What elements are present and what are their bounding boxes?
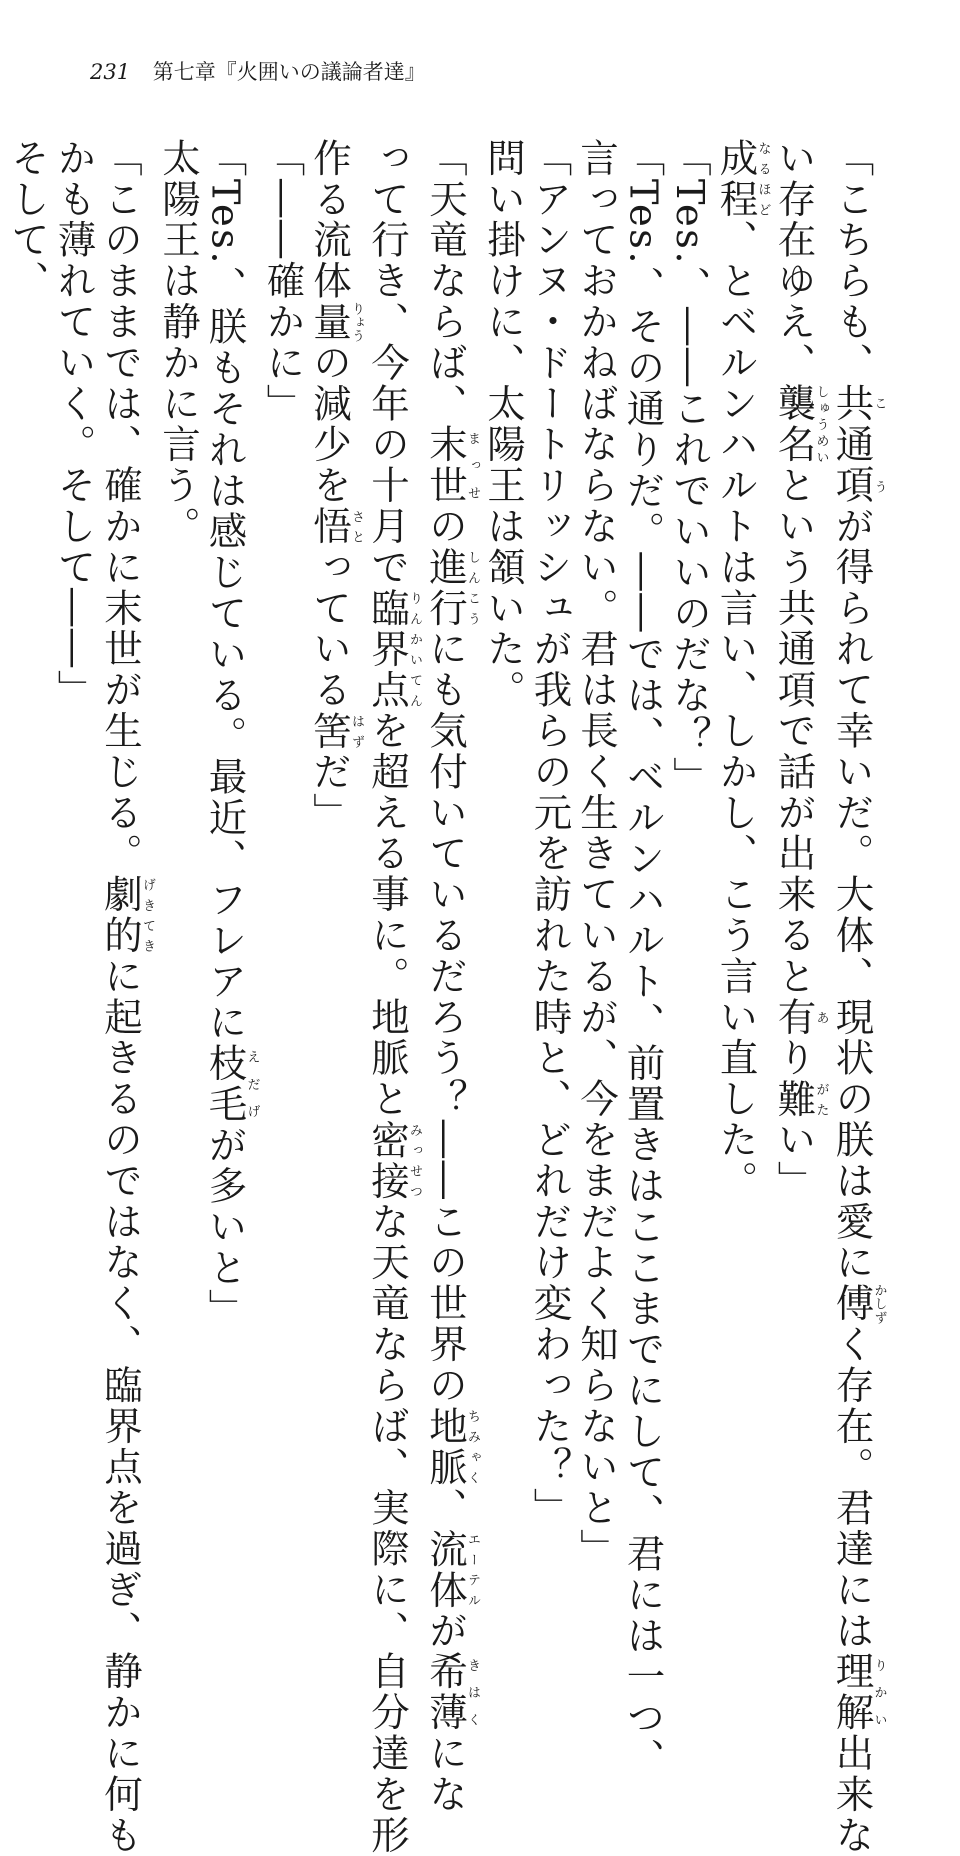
text-segment: 「このままでは、確かに末世が生じる。 (98, 138, 143, 875)
text-segment: 「Tes.、朕もそれは感じている。最近、フレアに (202, 138, 248, 1044)
text-segment: 作る流体 (307, 138, 352, 302)
text-line (306, 138, 364, 1353)
ruby-word (307, 710, 364, 752)
ruby-word (423, 547, 480, 629)
text-segment: を超える事に。地脈と (365, 710, 410, 1120)
furigana: はず (349, 710, 364, 752)
furigana: みっせつ (407, 1119, 422, 1202)
ruby-word (423, 1528, 480, 1611)
text-segment: が (423, 1610, 468, 1652)
furigana: あ (813, 996, 829, 1038)
text-segment: が得られて幸いだ。大体、現状の朕は愛に (829, 506, 875, 1284)
furigana: きはく (465, 1651, 480, 1734)
ruby-base: 進行 (423, 547, 468, 629)
text-segment: な天竜ならば、実際に、自分達を形 (365, 1201, 410, 1856)
ruby-base: 理解 (829, 1651, 875, 1734)
text-line (828, 138, 887, 1856)
ruby-word (423, 424, 480, 507)
ruby-base: 傅 (829, 1283, 875, 1325)
ruby-base: 枝毛 (202, 1043, 248, 1125)
furigana: げきてき (140, 874, 155, 956)
ruby-base: 密接 (365, 1119, 410, 1202)
ruby-base: 共通項 (829, 383, 875, 507)
ruby-word (771, 996, 829, 1038)
text-line (619, 138, 666, 1780)
ruby-word (423, 1405, 480, 1488)
text-line (201, 138, 259, 1353)
ruby-word (307, 301, 364, 343)
text-segment: 「天竜ならば、 (423, 138, 468, 425)
ruby-word (829, 1651, 887, 1734)
text-segment: 「Tes.、その通りだ。――では、ベルンハルト、前置きはここまでにして、君には一つ、 (620, 138, 666, 1780)
text-segment: にな (423, 1733, 468, 1816)
text-segment: かも薄れていく。そして――」 (51, 138, 97, 711)
furigana: がた (813, 1078, 829, 1120)
ruby-word (365, 587, 422, 711)
page-number: 231 (90, 60, 131, 84)
text-line (4, 138, 51, 1353)
furigana: かしず (871, 1283, 887, 1325)
text-segment: り (771, 1037, 817, 1079)
chapter-title: 第七章『火囲いの議論者達』 (152, 60, 426, 84)
ruby-base: 臨界点 (365, 587, 410, 711)
ruby-word (771, 383, 829, 466)
ruby-word (423, 1651, 480, 1734)
furigana: しゅうめい (813, 383, 829, 466)
furigana: りんかいてん (407, 587, 422, 711)
ruby-word (365, 1119, 422, 1202)
text-segment: 「――確かに」 (260, 138, 306, 425)
text-line (259, 138, 306, 1353)
ruby-base: 希薄 (423, 1651, 468, 1734)
text-segment: 言っておかねばならない。君は長く生きているが、今をまだよく知らないと」 (574, 138, 619, 1570)
text-line (526, 138, 573, 1529)
furigana: さと (349, 506, 364, 548)
text-line (480, 138, 527, 1353)
ruby-base: 成程 (713, 138, 759, 220)
ruby-base: 難 (771, 1078, 817, 1120)
text-segment: 「Tes.、――これでいいのだな？」 (667, 138, 712, 798)
ruby-base: 襲名 (771, 383, 817, 466)
text-segment: 出来な (829, 1733, 875, 1856)
furigana: ちみゃく (465, 1405, 480, 1488)
text-segment: 、とベルンハルトは言い、しかし、こう言い直した。 (713, 219, 759, 1202)
ruby-base: 量 (307, 301, 352, 343)
text-line (155, 138, 202, 1353)
text-line (573, 138, 620, 1570)
furigana: エーテル (465, 1528, 480, 1611)
furigana: こう (871, 383, 887, 507)
furigana: えだげ (244, 1043, 260, 1125)
running-header (90, 58, 426, 86)
text-segment: という共通項で話が出来ると (771, 465, 817, 997)
ruby-base: 有 (771, 996, 817, 1038)
text-line (770, 138, 828, 1353)
text-line (364, 138, 422, 1856)
furigana: しんこう (465, 547, 480, 629)
text-segment: の減少を (307, 342, 352, 507)
text-segment: 、 (423, 1487, 468, 1529)
ruby-word (307, 506, 364, 548)
text-segment: 問い掛けに、太陽王は頷いた。 (481, 138, 526, 711)
text-segment: い」 (771, 1119, 817, 1202)
text-line (712, 138, 770, 1353)
text-line (50, 138, 97, 1353)
ruby-base: 筈 (307, 710, 352, 752)
text-segment: 「こちらも、 (829, 138, 875, 384)
text-segment: だ」 (307, 751, 352, 834)
text-segment: って行き、今年の十月で (365, 138, 410, 588)
text-segment: 太陽王は静かに言う。 (156, 138, 201, 547)
text-segment: い存在ゆえ、 (771, 138, 817, 384)
furigana: りょう (349, 301, 364, 343)
text-segment: が多いと」 (202, 1124, 248, 1330)
text-segment: の (423, 506, 468, 548)
ruby-word (771, 1078, 829, 1120)
text-segment: にも気付いているだろう？――この世界の (423, 628, 468, 1406)
ruby-base: 劇的 (98, 874, 143, 957)
ruby-word (829, 383, 887, 507)
text-segment: そして、 (5, 138, 50, 302)
ruby-word (98, 874, 155, 957)
ruby-word (202, 1043, 260, 1125)
text-segment: 「アンヌ・ドートリッシュが我らの元を訪れた時と、どれだけ変わった？」 (527, 138, 573, 1529)
ruby-word (829, 1283, 887, 1325)
text-segment: く存在。君達には (829, 1324, 875, 1652)
ruby-base: 末世 (423, 424, 468, 507)
text-segment: っている (307, 547, 352, 711)
furigana: りかい (871, 1651, 887, 1734)
body-text (4, 138, 887, 1856)
furigana: まっせ (465, 424, 480, 507)
ruby-base: 地脈 (423, 1405, 468, 1488)
ruby-base: 流体 (423, 1528, 468, 1611)
text-line (97, 138, 155, 1856)
ruby-word (713, 138, 771, 220)
text-line (666, 138, 713, 1353)
text-segment: に起きるのではなく、臨界点を過ぎ、静かに何も (98, 956, 143, 1856)
text-line (422, 138, 480, 1816)
ruby-base: 悟 (307, 506, 352, 548)
furigana: なるほど (755, 138, 771, 220)
